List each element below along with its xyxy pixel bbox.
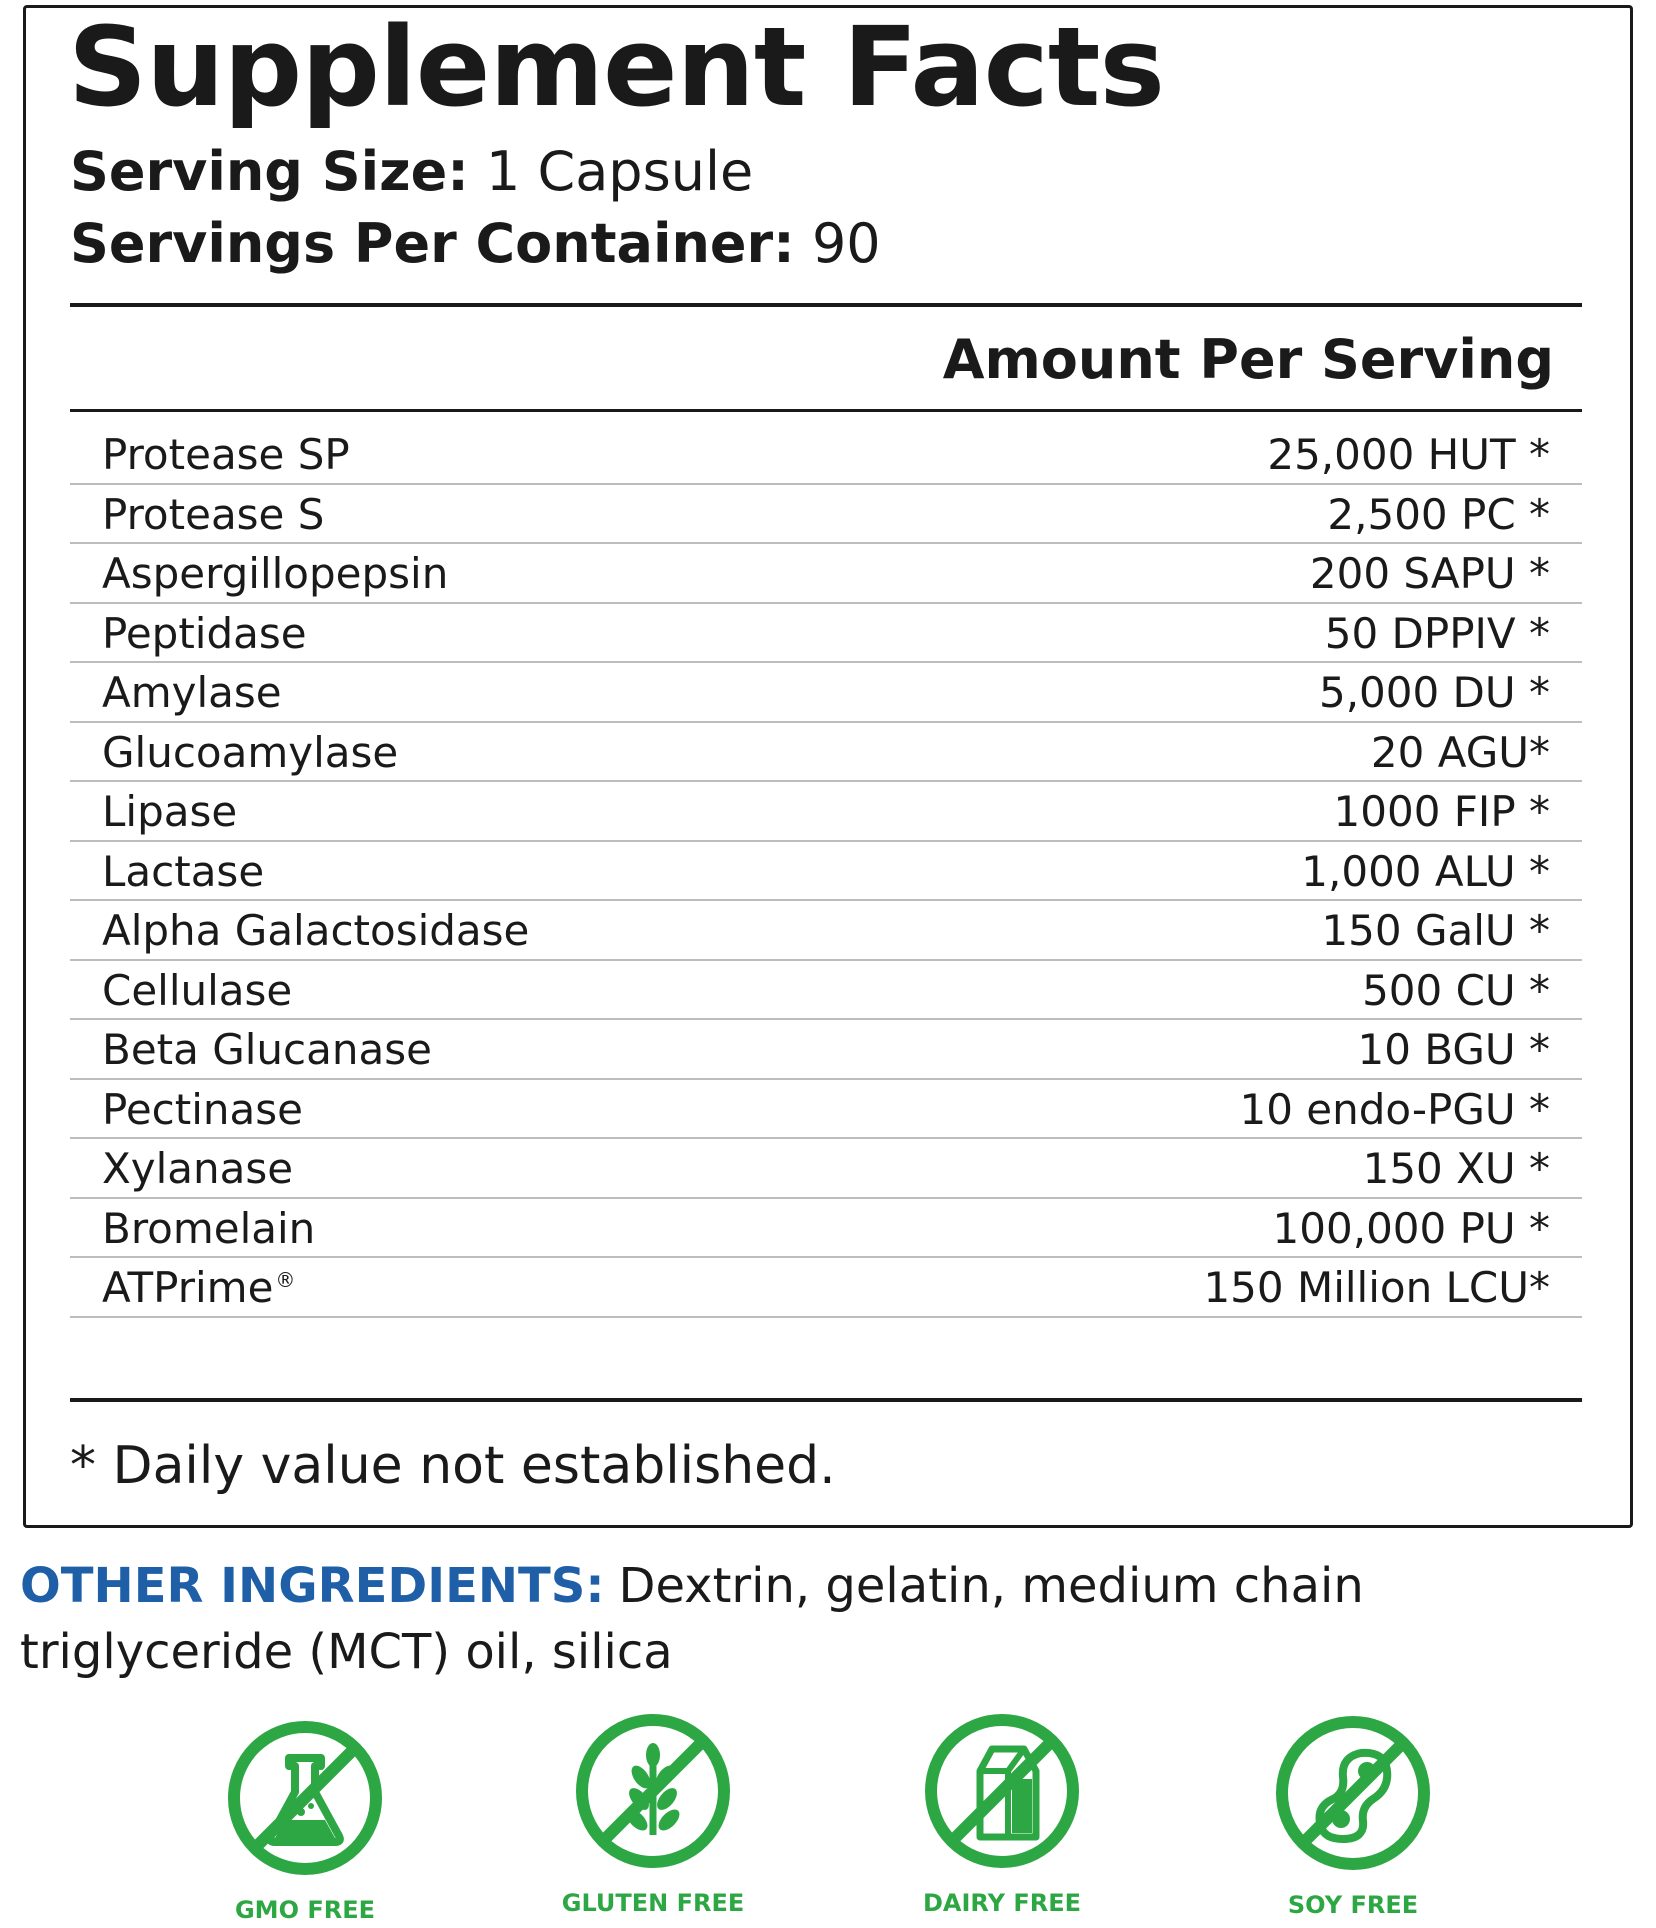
ingredient-name bbox=[102, 1263, 296, 1312]
ingredient-name: Bromelain bbox=[102, 1203, 316, 1253]
registered-mark: ® bbox=[275, 1268, 296, 1292]
other-ingredients bbox=[20, 1553, 1620, 1685]
divider-bottom bbox=[70, 1398, 1582, 1402]
ingredient-amount: 1,000 ALU * bbox=[1301, 846, 1550, 896]
ingredient-amount: 5,000 DU * bbox=[1318, 668, 1550, 717]
other-ingredients-label: OTHER INGREDIENTS: bbox=[20, 1558, 605, 1614]
ingredient-name: Aspergillopepsin bbox=[102, 549, 449, 598]
badge-soy-free bbox=[1253, 1715, 1453, 1919]
other-ingredients-text: Dextrin, gelatin, medium chain triglyceride (MCT) oil, silica bbox=[20, 1558, 1364, 1680]
ingredient-amount: 20 AGU* bbox=[1370, 727, 1550, 777]
table-row bbox=[70, 485, 1582, 545]
badge-gmo-free bbox=[205, 1720, 405, 1924]
badge-gluten-free bbox=[553, 1713, 753, 1917]
ingredient-amount: 25,000 HUT * bbox=[1267, 430, 1550, 479]
table-row bbox=[70, 1199, 1582, 1259]
ingredient-name: Glucoamylase bbox=[102, 727, 399, 777]
badge-label: GMO FREE bbox=[234, 1896, 375, 1924]
ingredient-amount: 2,500 PC * bbox=[1327, 489, 1550, 539]
servings-per-container-label: Servings Per Container: bbox=[70, 212, 795, 275]
ingredient-name: Xylanase bbox=[102, 1144, 294, 1193]
ingredient-amount: 10 BGU * bbox=[1357, 1025, 1550, 1074]
ingredient-name: Protease SP bbox=[102, 430, 350, 479]
ingredient-name: Pectinase bbox=[102, 1084, 303, 1134]
ingredient-name: Cellulase bbox=[102, 965, 293, 1015]
milk-carton-icon bbox=[924, 1713, 1080, 1869]
daily-value-footnote: * Daily value not established. bbox=[70, 1436, 836, 1496]
amount-per-serving-header: Amount Per Serving bbox=[942, 328, 1554, 391]
table-row bbox=[70, 842, 1582, 902]
table-row bbox=[70, 961, 1582, 1021]
table-row bbox=[70, 1258, 1582, 1318]
ingredient-name: Protease S bbox=[102, 489, 325, 539]
badge-dairy-free bbox=[902, 1713, 1102, 1917]
ingredient-name: Alpha Galactosidase bbox=[102, 906, 530, 955]
ingredient-name-text: ATPrime bbox=[102, 1263, 274, 1312]
ingredient-name: Lactase bbox=[102, 846, 265, 896]
ingredient-amount: 10 endo-PGU * bbox=[1239, 1084, 1550, 1134]
serving-size-label: Serving Size: bbox=[70, 140, 469, 203]
ingredient-amount: 150 GalU * bbox=[1321, 906, 1550, 955]
divider-top bbox=[70, 303, 1582, 307]
divider-header bbox=[70, 409, 1582, 412]
table-row bbox=[70, 1080, 1582, 1140]
table-row bbox=[70, 1020, 1582, 1080]
ingredient-table bbox=[70, 425, 1582, 1318]
table-row bbox=[70, 782, 1582, 842]
page-title: Supplement Facts bbox=[68, 3, 1164, 131]
badge-label: SOY FREE bbox=[1287, 1891, 1419, 1919]
ingredient-name: Beta Glucanase bbox=[102, 1025, 432, 1074]
badge-label: DAIRY FREE bbox=[923, 1889, 1081, 1917]
ingredient-amount: 500 CU * bbox=[1362, 965, 1550, 1015]
ingredient-amount: 150 Million LCU* bbox=[1203, 1263, 1550, 1312]
wheat-icon bbox=[575, 1713, 731, 1869]
ingredient-amount: 200 SAPU * bbox=[1309, 549, 1550, 598]
table-row bbox=[70, 425, 1582, 485]
ingredient-name: Amylase bbox=[102, 668, 282, 717]
ingredient-amount: 50 DPPIV * bbox=[1324, 608, 1550, 658]
servings-per-container-value: 90 bbox=[811, 212, 881, 275]
serving-size-value: 1 Capsule bbox=[485, 140, 754, 203]
servings-per-container bbox=[70, 212, 881, 275]
table-row bbox=[70, 604, 1582, 664]
ingredient-name: Lipase bbox=[102, 787, 238, 836]
table-row bbox=[70, 723, 1582, 783]
serving-size bbox=[70, 140, 754, 203]
flask-icon bbox=[227, 1720, 383, 1876]
ingredient-amount: 100,000 PU * bbox=[1272, 1203, 1550, 1253]
ingredient-amount: 1000 FIP * bbox=[1333, 787, 1550, 836]
table-row bbox=[70, 663, 1582, 723]
ingredient-name: Peptidase bbox=[102, 608, 307, 658]
table-row bbox=[70, 901, 1582, 961]
ingredient-amount: 150 XU * bbox=[1362, 1144, 1550, 1193]
table-row bbox=[70, 544, 1582, 604]
table-row bbox=[70, 1139, 1582, 1199]
soybean-icon bbox=[1275, 1715, 1431, 1871]
badge-label: GLUTEN FREE bbox=[561, 1889, 745, 1917]
